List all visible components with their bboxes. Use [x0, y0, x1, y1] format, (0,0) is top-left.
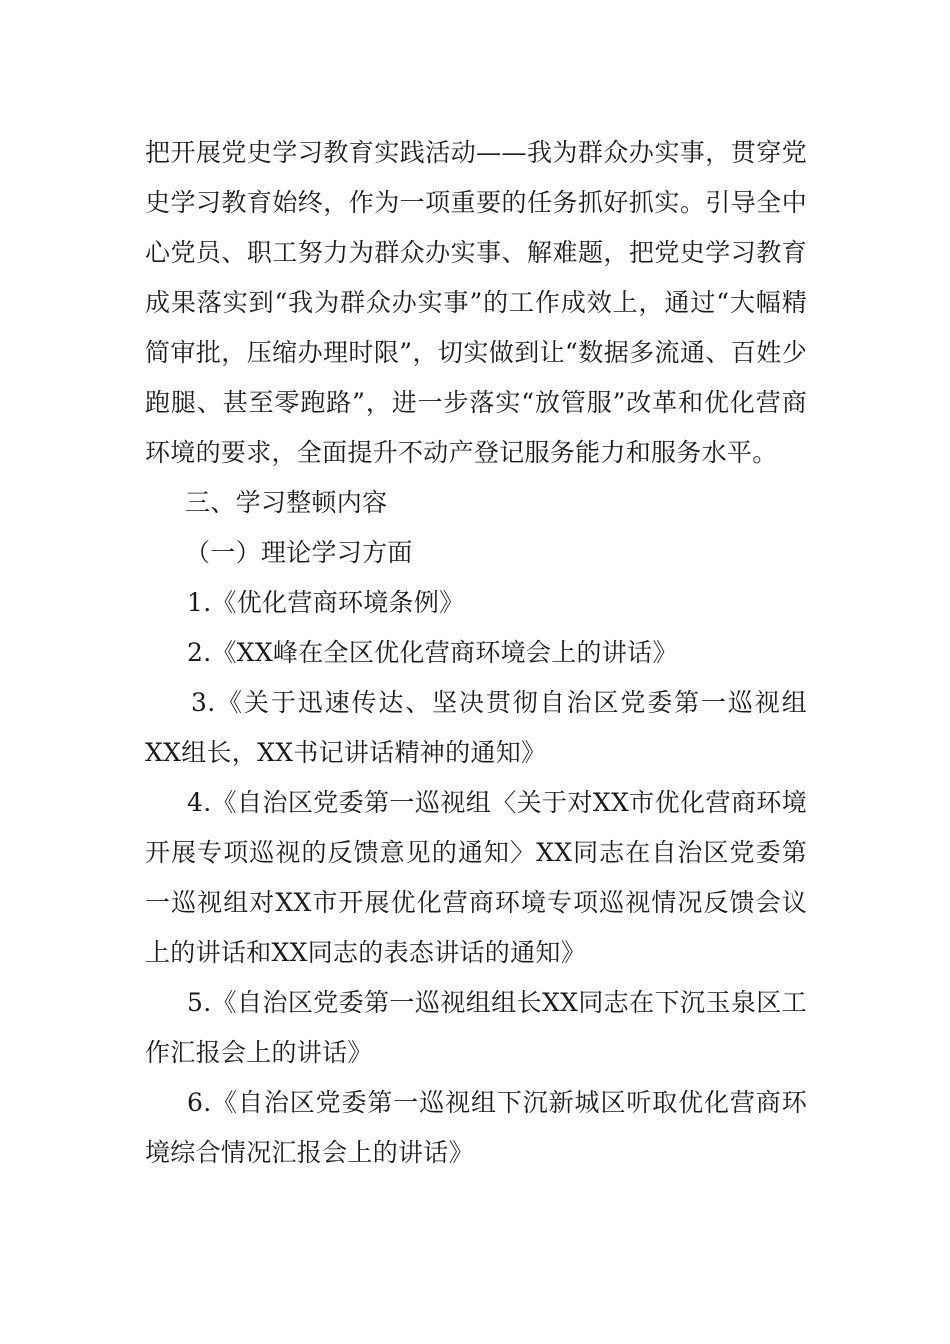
- list-item: 2.《XX峰在全区优化营商环境会上的讲话》: [187, 638, 678, 667]
- list-item: 1.《优化营商环境条例》: [187, 588, 465, 617]
- list-item: 3.《关于迅速传达、坚决贯彻自治区党委第一巡视组XX组长，XX书记讲话精神的通知》: [145, 688, 807, 767]
- document-body: [145, 128, 807, 1178]
- body-paragraph: 把开展党史学习教育实践活动——我为群众办实事，贯穿党史学习教育始终，作为一项重要的任务抓好抓实。引导全中心党员、职工努力为群众办实事、解难题，把党史学习教育成果落实到“我为群众办实事”的工作成效上，通过“大幅精简审批，压缩办理时限”，切实做到让“数据多流通、百姓少跑腿、甚至零跑路”，进一步落实“放管服”改革和优化营商环境的要求，全面提升不动产登记服务能力和服务水平。: [145, 138, 807, 467]
- section-heading: 三、学习整顿内容: [185, 488, 388, 517]
- list-item: 6.《自治区党委第一巡视组下沉新城区听取优化营商环境综合情况汇报会上的讲话》: [145, 1088, 807, 1167]
- list-item: 4.《自治区党委第一巡视组〈关于对XX市优化营商环境开展专项巡视的反馈意见的通知〉XX同志在自治区党委第一巡视组对XX市开展优化营商环境专项巡视情况反馈会议上的讲话和XX同志的表态讲话的通知》: [145, 788, 807, 967]
- subsection-heading: （一）理论学习方面: [185, 538, 413, 567]
- list-item: 5.《自治区党委第一巡视组组长XX同志在下沉玉泉区工作汇报会上的讲话》: [145, 988, 807, 1067]
